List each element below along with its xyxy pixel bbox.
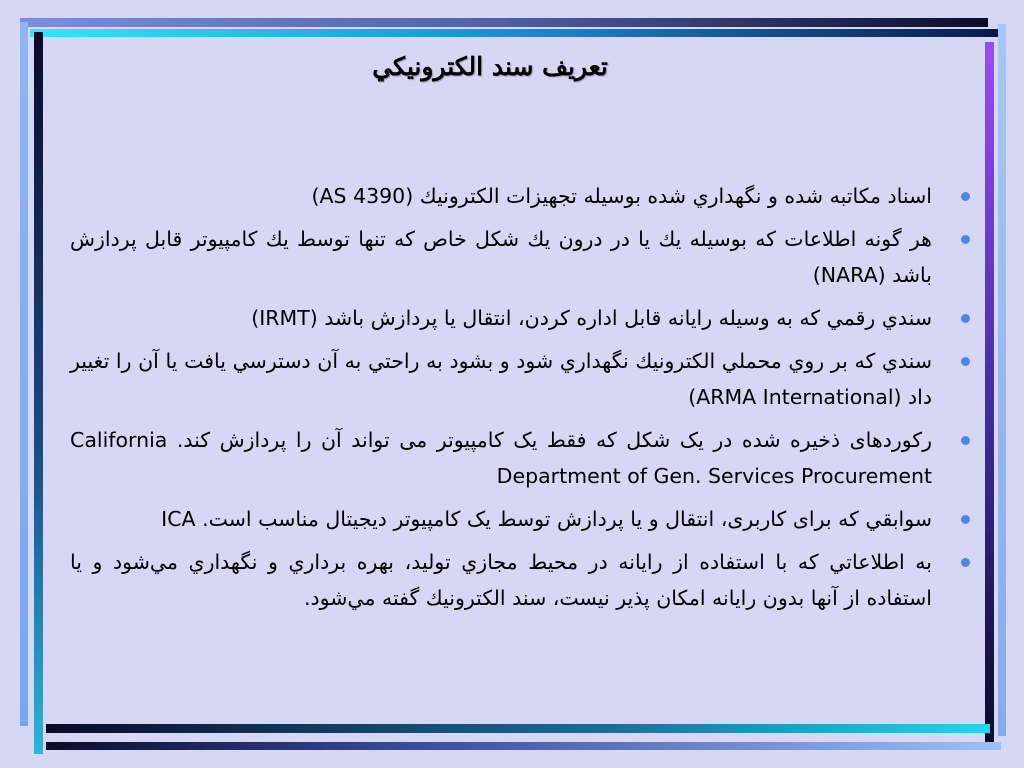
bullet-dot-icon (961, 235, 970, 244)
bullet-dot-icon (961, 436, 970, 445)
bullet-dot-icon (961, 558, 970, 567)
bullet-dot-icon (961, 357, 970, 366)
frame-bar-bottom-dark (46, 724, 990, 733)
frame-bar-bottom-light (46, 742, 1001, 750)
frame-bar-right-light (998, 24, 1006, 736)
bullet-dot-icon (961, 192, 970, 201)
frame-bar-left-dark (34, 32, 43, 754)
list-item (70, 544, 972, 616)
list-item (70, 422, 972, 494)
frame-bar-right-purple (985, 42, 994, 742)
list-item-text: به اطلاعاتي كه با استفاده از رايانه در محيط مجازي توليد، بهره برداري و نگهداري مي‌شود و يا استفاده از آنها بدون رايانه امكان پذير نيست، سند الكترونيك گفته مي‌شود. (70, 550, 932, 610)
frame-bar-top-dark (20, 18, 988, 27)
list-item-text: سندي كه بر روي محملي الكترونيك نگهداري شود و بشود به راحتي به آن دسترسي يافت يا آن را تغيير داد (ARMA International) (70, 349, 932, 409)
frame-bar-top-cyan (30, 29, 998, 37)
list-item-text: رکوردهای ذخیره شده در یک شکل که فقط یک کامپیوتر می تواند آن را پردازش کند. California Department of Gen. Services Procurement (70, 428, 932, 488)
list-item (70, 221, 972, 293)
list-item-text: سوابقي که برای کاربری، انتقال و یا پردازش توسط یک کامپیوتر دیجیتال مناسب است. ICA (161, 507, 932, 531)
list-item (70, 178, 972, 214)
list-item (70, 343, 972, 415)
frame-bar-left-light (20, 22, 28, 726)
list-item-text: هر گونه اطلاعات كه بوسيله يك يا در درون يك شكل خاص كه تنها توسط يك كامپيوتر قابل پردازش باشد (NARA) (70, 227, 932, 287)
list-item-text: اسناد مكاتبه شده و نگهداري شده بوسيله تجهيزات الكترونيك (AS 4390) (311, 184, 932, 208)
definition-list (70, 178, 972, 623)
slide-title: تعريف سند الكترونيكي (372, 52, 608, 81)
list-item-text: سندي رقمي كه به وسيله رايانه قابل اداره كردن، انتقال يا پردازش باشد (IRMT) (251, 306, 932, 330)
bullet-dot-icon (961, 314, 970, 323)
bullet-dot-icon (961, 515, 970, 524)
list-item (70, 501, 972, 537)
list-item (70, 300, 972, 336)
